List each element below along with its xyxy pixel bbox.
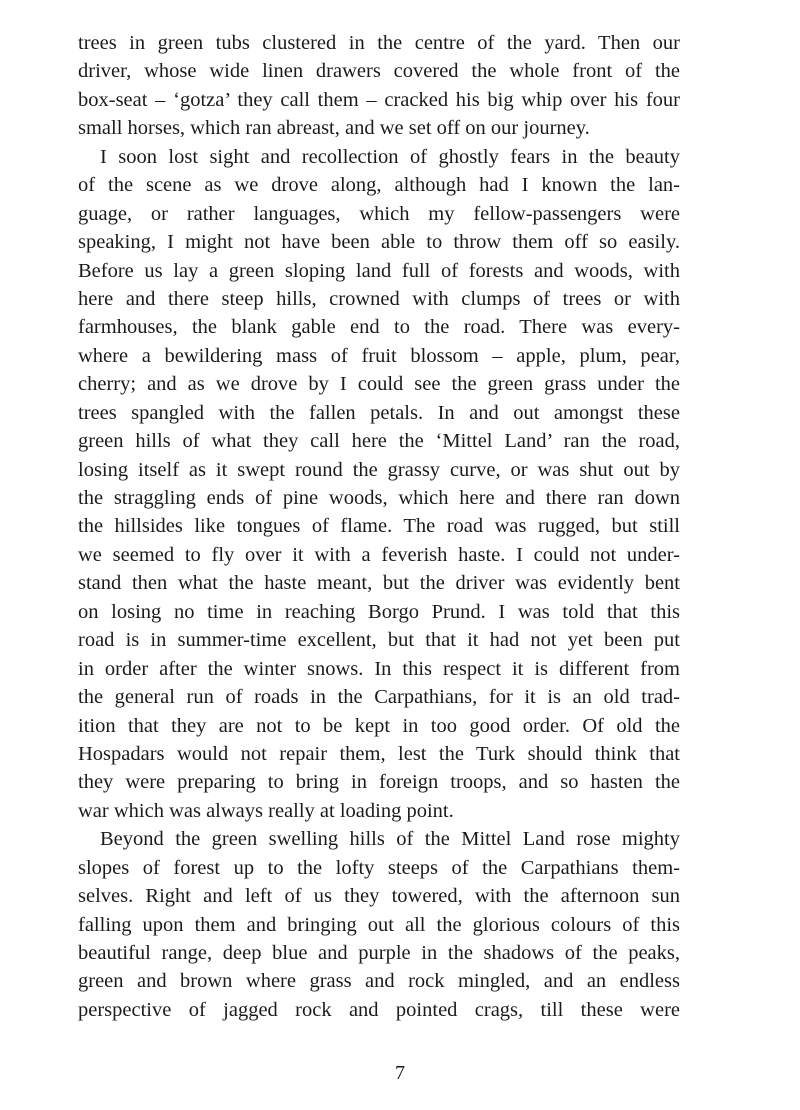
text-line: ition that they are not to be kept in too good order. Of old the (78, 714, 680, 737)
text-line: beautiful range, deep blue and purple in the shadows of the peaks, (78, 942, 680, 964)
text-line: trees spangled with the fallen petals. In and out amongst these (78, 401, 680, 424)
text-line: Beyond the green swelling hills of the Mittel Land rose mighty (100, 828, 680, 851)
text-line: they were preparing to bring in foreign troops, and so hasten the (78, 771, 680, 794)
text-line: the straggling ends of pine woods, which here and there ran down (78, 487, 680, 509)
text-line: green and brown where grass and rock mingled, and an endless (78, 970, 680, 993)
text-line: farmhouses, the blank gable end to the road. There was every- (78, 316, 680, 339)
text-line: we seemed to fly over it with a feverish haste. I could not under- (78, 543, 680, 566)
text-line: selves. Right and left of us they towered, with the afternoon sun (78, 885, 680, 908)
text-line: of the scene as we drove along, although had I known the lan- (78, 174, 680, 197)
text-line: Hospadars would not repair them, lest the Turk should think that (78, 742, 680, 765)
text-line: here and there steep hills, crowned with clumps of trees or with (78, 287, 680, 310)
text-line: in order after the winter snows. In this respect it is different from (78, 657, 680, 680)
text-line: losing itself as it swept round the grassy curve, or was shut out by (78, 458, 680, 481)
text-line: small horses, which ran abreast, and we set off on our journey. (78, 117, 590, 140)
text-line: the general run of roads in the Carpathians, for it is an old trad- (78, 686, 680, 709)
text-line: guage, or rather languages, which my fellow-passengers were (78, 202, 680, 225)
text-line: I soon lost sight and recollection of ghostly fears in the beauty (100, 145, 680, 168)
text-line: on losing no time in reaching Borgo Prund. I was told that this (78, 600, 680, 623)
text-line: slopes of forest up to the lofty steeps of the Carpathians them- (78, 856, 680, 879)
text-line: road is in summer-time excellent, but that it had not yet been put (78, 629, 680, 652)
text-line: perspective of jagged rock and pointed crags, till these were (78, 998, 680, 1021)
text-line: the hillsides like tongues of flame. The road was rugged, but still (78, 515, 680, 538)
text-line: Before us lay a green sloping land full of forests and woods, with (78, 259, 680, 282)
text-line: trees in green tubs clustered in the centre of the yard. Then our (78, 32, 680, 54)
text-line: speaking, I might not have been able to throw them off so easily. (78, 231, 680, 254)
text-line: stand then what the haste meant, but the driver was evidently bent (78, 572, 680, 595)
text-line: falling upon them and bringing out all the glorious colours of this (78, 913, 680, 936)
text-line: driver, whose wide linen drawers covered the whole front of the (78, 60, 680, 83)
text-line: box-seat – ‘gotza’ they call them – cracked his big whip over his four (78, 88, 680, 111)
text-line: green hills of what they call here the ‘Mittel Land’ ran the road, (78, 430, 680, 453)
text-line: where a bewildering mass of fruit blossom – apple, plum, pear, (78, 344, 680, 367)
page-number: 7 (395, 1062, 405, 1084)
text-line: cherry; and as we drove by I could see the green grass under the (78, 373, 680, 396)
body-text (78, 29, 680, 1024)
text-line: war which was always really at loading point. (78, 799, 454, 822)
